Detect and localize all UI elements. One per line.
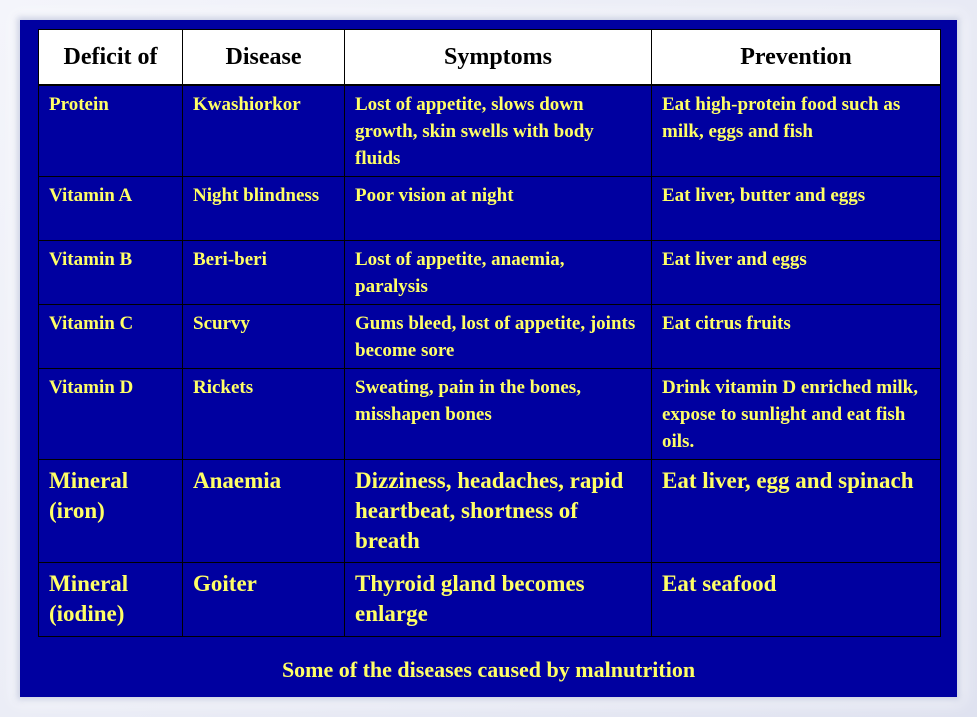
- cell-prevention: Eat seafood: [652, 563, 941, 637]
- slide: [20, 20, 957, 697]
- cell-symptoms: Lost of appetite, anaemia, paralysis: [345, 241, 652, 305]
- cell-prevention: Drink vitamin D enriched milk, expose to sunlight and eat fish oils.: [652, 369, 941, 460]
- table-row: [39, 369, 941, 460]
- cell-deficit: Protein: [39, 85, 183, 177]
- cell-symptoms: Gums bleed, lost of appetite, joints become sore: [345, 305, 652, 369]
- cell-deficit: Vitamin C: [39, 305, 183, 369]
- cell-prevention: Eat high-protein food such as milk, eggs and fish: [652, 85, 941, 177]
- table-row: [39, 305, 941, 369]
- cell-symptoms: Poor vision at night: [345, 177, 652, 241]
- cell-prevention: Eat liver and eggs: [652, 241, 941, 305]
- table-row: [39, 460, 941, 563]
- cell-symptoms: Thyroid gland becomes enlarge: [345, 563, 652, 637]
- header-prevention: Prevention: [652, 30, 941, 86]
- cell-prevention: Eat citrus fruits: [652, 305, 941, 369]
- table-row: [39, 177, 941, 241]
- cell-symptoms: Lost of appetite, slows down growth, skin swells with body fluids: [345, 85, 652, 177]
- cell-symptoms: Sweating, pain in the bones, misshapen bones: [345, 369, 652, 460]
- cell-disease: Rickets: [183, 369, 345, 460]
- cell-disease: Goiter: [183, 563, 345, 637]
- header-row: [39, 30, 941, 86]
- header-disease: Disease: [183, 30, 345, 86]
- cell-deficit: Mineral (iodine): [39, 563, 183, 637]
- cell-deficit: Vitamin B: [39, 241, 183, 305]
- header-deficit-of: Deficit of: [39, 30, 183, 86]
- slide-caption: Some of the diseases caused by malnutrition: [281, 657, 696, 682]
- cell-prevention: Eat liver, butter and eggs: [652, 177, 941, 241]
- cell-disease: Scurvy: [183, 305, 345, 369]
- table-row: [39, 85, 941, 177]
- cell-disease: Night blindness: [183, 177, 345, 241]
- cell-disease: Anaemia: [183, 460, 345, 563]
- cell-deficit: Vitamin D: [39, 369, 183, 460]
- table-row: [39, 563, 941, 637]
- cell-disease: Beri-beri: [183, 241, 345, 305]
- cell-deficit: Mineral (iron): [39, 460, 183, 563]
- cell-symptoms: Dizziness, headaches, rapid heartbeat, shortness of breath: [345, 460, 652, 563]
- table-row: [39, 241, 941, 305]
- header-symptoms: Symptoms: [345, 30, 652, 86]
- cell-deficit: Vitamin A: [39, 177, 183, 241]
- cell-prevention: Eat liver, egg and spinach: [652, 460, 941, 563]
- cell-disease: Kwashiorkor: [183, 85, 345, 177]
- malnutrition-table: [38, 29, 941, 637]
